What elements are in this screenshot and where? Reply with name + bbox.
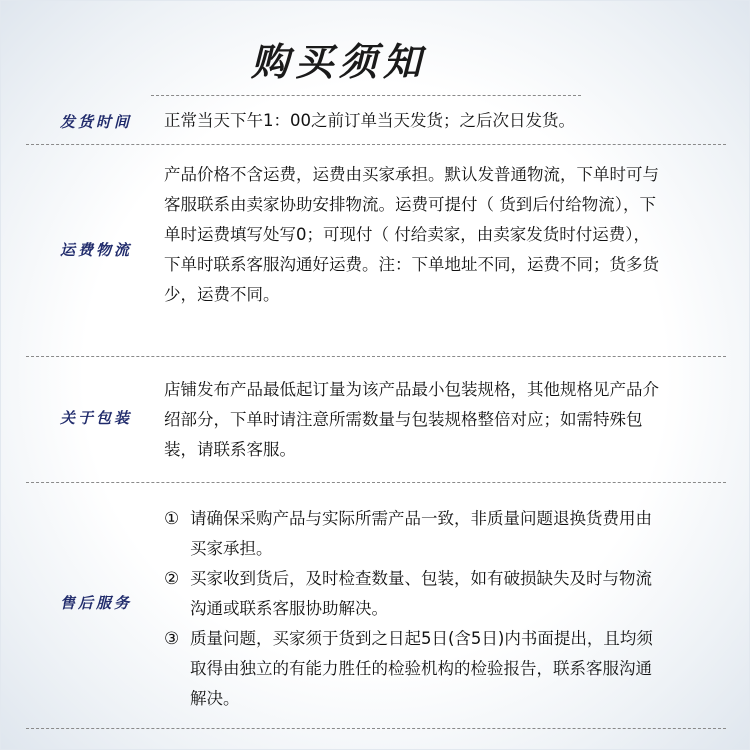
item-text: 买家收到货后，及时检查数量、包装，如有破损缺失及时与物流沟通或联系客服协助解决。 <box>190 569 652 618</box>
page-title: 购买须知 <box>250 39 427 84</box>
after-sales-list <box>164 504 664 714</box>
section-text: 店铺发布产品最低起订量为该产品最小包装规格，其他规格见产品介绍部分，下单时请注意所需数量与包装规格整倍对应；如需特殊包装，请联系客服。 <box>164 380 659 459</box>
list-item <box>164 624 664 714</box>
item-text: 质量问题，买家须于货到之日起5日(含5日)内书面提出，且均须取得由独立的有能力胜任的检验机构的检验报告，联系客服沟通解决。 <box>190 629 653 708</box>
section-packaging <box>26 356 726 482</box>
item-number: ① <box>164 509 180 529</box>
section-label: 发货时间 <box>59 113 132 131</box>
item-number: ② <box>164 569 180 589</box>
item-number: ③ <box>164 629 180 649</box>
list-item <box>164 504 664 564</box>
section-divider <box>26 728 726 729</box>
section-label: 关于包装 <box>59 409 132 427</box>
section-label: 售后服务 <box>59 594 132 612</box>
section-text: 正常当天下午1：00之前订单当天发货；之后次日发货。 <box>164 111 575 130</box>
item-text: 请确保采购产品与实际所需产品一致，非质量问题退换货费用由买家承担。 <box>190 509 652 558</box>
section-after-sales <box>26 482 726 728</box>
section-shipping-logistics <box>26 144 726 356</box>
section-shipping-time <box>26 97 726 144</box>
section-label: 运费物流 <box>59 241 132 259</box>
list-item <box>164 564 664 624</box>
section-text: 产品价格不含运费，运费由买家承担。默认发普通物流，下单时可与客服联系由卖家协助安排物流。运费可提付（ 货到后付给物流），下单时运费填写处写0；可现付（ 付给卖家，由卖家发货时付运费），下单时联系客服沟通好运费。注：下单地址不同，运费不同；货多货少，运费不同。 <box>164 165 659 304</box>
title-divider <box>151 95 581 96</box>
